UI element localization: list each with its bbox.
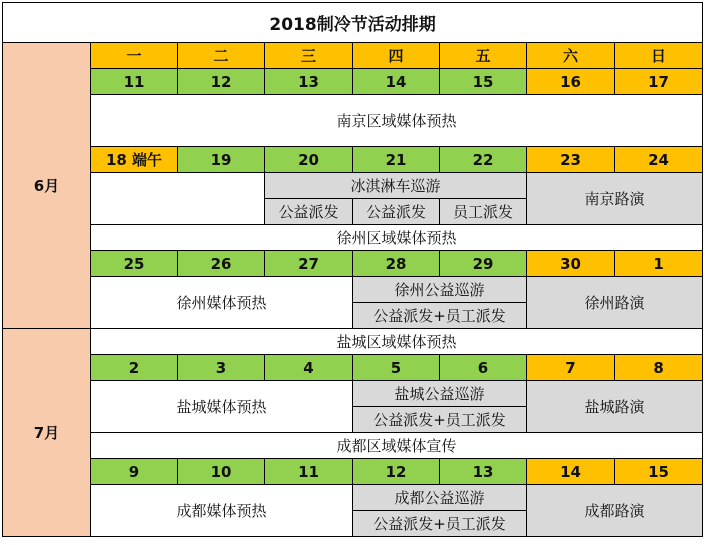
activity-tour: 盐城公益巡游 bbox=[353, 381, 527, 407]
activity-roadshow: 盐城路演 bbox=[527, 381, 703, 433]
activity-roadshow: 成都路演 bbox=[527, 485, 703, 537]
date-cell: 15 bbox=[440, 69, 527, 95]
weekday-fri: 五 bbox=[440, 43, 527, 69]
page-title: 2018制冷节活动排期 bbox=[3, 3, 703, 43]
date-cell: 14 bbox=[527, 459, 615, 485]
date-cell: 2 bbox=[91, 355, 178, 381]
activity-preheat: 盐城区域媒体预热 bbox=[91, 329, 703, 355]
date-cell: 11 bbox=[265, 459, 353, 485]
date-cell: 16 bbox=[527, 69, 615, 95]
date-cell: 25 bbox=[91, 251, 178, 277]
date-cell: 28 bbox=[353, 251, 440, 277]
date-cell: 7 bbox=[527, 355, 615, 381]
date-cell: 26 bbox=[178, 251, 265, 277]
month-june: 6月 bbox=[3, 43, 91, 329]
date-cell: 4 bbox=[265, 355, 353, 381]
date-cell: 27 bbox=[265, 251, 353, 277]
date-cell: 13 bbox=[440, 459, 527, 485]
date-cell: 30 bbox=[527, 251, 615, 277]
activity-tour: 成都公益巡游 bbox=[353, 485, 527, 511]
date-cell: 17 bbox=[615, 69, 703, 95]
activity-roadshow: 徐州路演 bbox=[527, 277, 703, 329]
empty-cell bbox=[91, 173, 265, 225]
date-cell: 10 bbox=[178, 459, 265, 485]
date-cell: 9 bbox=[91, 459, 178, 485]
activity-charity: 公益派发 bbox=[353, 199, 440, 225]
date-cell: 21 bbox=[353, 147, 440, 173]
weekday-mon: 一 bbox=[91, 43, 178, 69]
date-cell: 20 bbox=[265, 147, 353, 173]
date-cell: 14 bbox=[353, 69, 440, 95]
date-cell: 15 bbox=[615, 459, 703, 485]
date-cell: 1 bbox=[615, 251, 703, 277]
activity-roadshow: 南京路演 bbox=[527, 173, 703, 225]
activity-preheat: 成都区域媒体宣传 bbox=[91, 433, 703, 459]
date-cell: 12 bbox=[353, 459, 440, 485]
activity-dispatch: 公益派发+员工派发 bbox=[353, 511, 527, 537]
activity-preheat: 南京区域媒体预热 bbox=[91, 95, 703, 147]
date-cell: 23 bbox=[527, 147, 615, 173]
date-cell: 18 端午 bbox=[91, 147, 178, 173]
activity-media: 盐城媒体预热 bbox=[91, 381, 353, 433]
date-cell: 12 bbox=[178, 69, 265, 95]
activity-tour: 徐州公益巡游 bbox=[353, 277, 527, 303]
schedule-table bbox=[2, 2, 703, 537]
date-cell: 8 bbox=[615, 355, 703, 381]
date-cell: 24 bbox=[615, 147, 703, 173]
activity-tour: 冰淇淋车巡游 bbox=[265, 173, 527, 199]
date-cell: 29 bbox=[440, 251, 527, 277]
activity-staff: 员工派发 bbox=[440, 199, 527, 225]
activity-charity: 公益派发 bbox=[265, 199, 353, 225]
activity-media: 徐州媒体预热 bbox=[91, 277, 353, 329]
date-cell: 6 bbox=[440, 355, 527, 381]
date-cell: 5 bbox=[353, 355, 440, 381]
month-july: 7月 bbox=[3, 329, 91, 537]
activity-preheat: 徐州区域媒体预热 bbox=[91, 225, 703, 251]
weekday-sat: 六 bbox=[527, 43, 615, 69]
date-cell: 11 bbox=[91, 69, 178, 95]
activity-dispatch: 公益派发+员工派发 bbox=[353, 303, 527, 329]
weekday-sun: 日 bbox=[615, 43, 703, 69]
activity-dispatch: 公益派发+员工派发 bbox=[353, 407, 527, 433]
weekday-tue: 二 bbox=[178, 43, 265, 69]
date-cell: 22 bbox=[440, 147, 527, 173]
activity-media: 成都媒体预热 bbox=[91, 485, 353, 537]
weekday-wed: 三 bbox=[265, 43, 353, 69]
date-cell: 3 bbox=[178, 355, 265, 381]
weekday-thu: 四 bbox=[353, 43, 440, 69]
date-cell: 19 bbox=[178, 147, 265, 173]
date-cell: 13 bbox=[265, 69, 353, 95]
